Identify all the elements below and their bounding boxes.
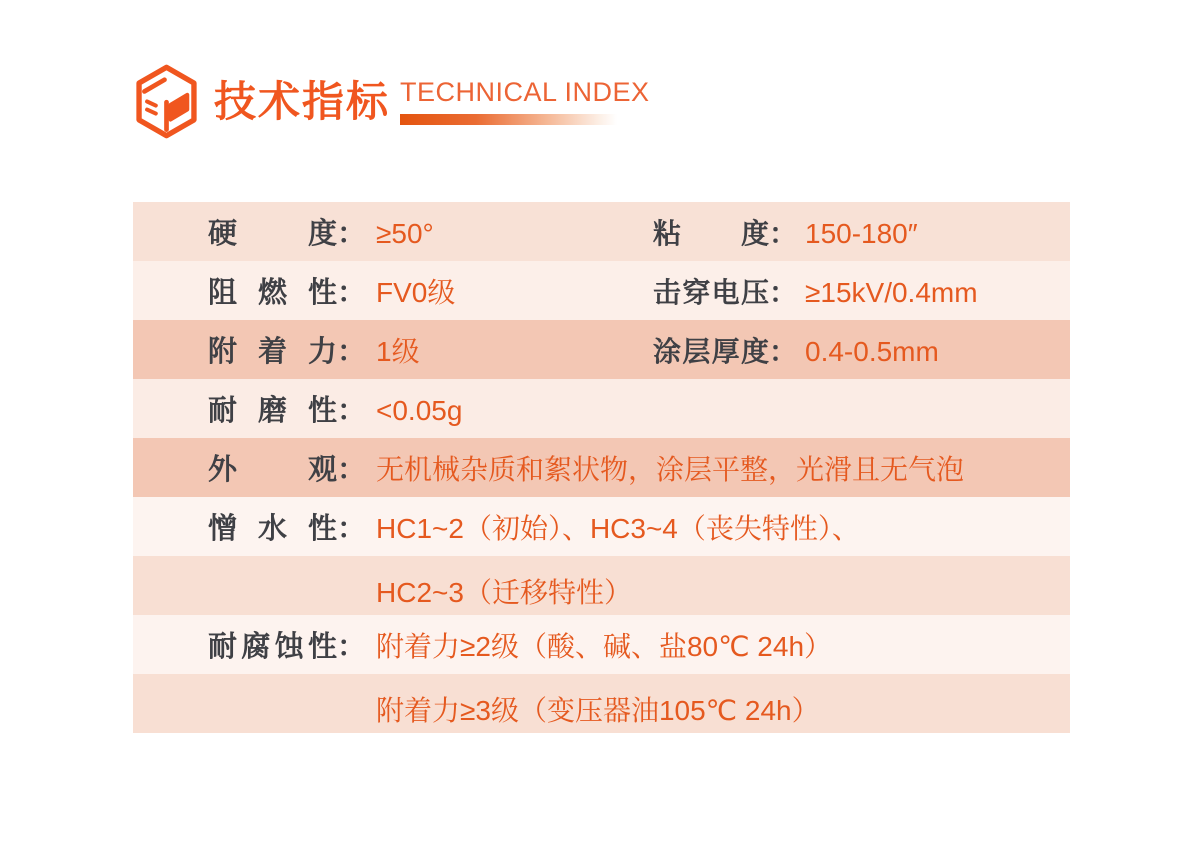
page-header	[133, 64, 650, 139]
cube-box-icon	[133, 64, 200, 139]
spec-label-colon: ：	[768, 335, 797, 367]
spec-label	[208, 506, 366, 547]
spec-label-text: 粘度	[653, 217, 769, 249]
spec-value: 无机械杂质和絮状物，涂层平整，光滑且无气泡	[376, 454, 965, 485]
table-row	[133, 556, 1070, 615]
spec-cell	[653, 271, 978, 311]
spec-label-colon: ：	[336, 395, 366, 427]
spec-cell	[208, 679, 820, 729]
page-title: 技术指标	[214, 77, 391, 125]
spec-cell	[208, 329, 653, 370]
spec-label-text: 耐磨性	[208, 395, 337, 427]
spec-label	[653, 271, 797, 311]
page-subtitle-block	[400, 78, 650, 126]
spec-label	[208, 329, 366, 370]
spec-cell	[208, 506, 860, 547]
spec-value: ≥15kV/0.4mm	[805, 276, 978, 308]
table-row	[133, 202, 1070, 261]
spec-label	[653, 212, 797, 252]
spec-label	[208, 270, 366, 311]
spec-label-colon: ：	[336, 218, 366, 250]
spec-label-colon: ：	[768, 276, 797, 308]
spec-value: <0.05g	[376, 395, 463, 426]
spec-cell	[208, 624, 832, 665]
spec-value: 150-180″	[805, 217, 918, 249]
spec-label-text: 外观	[208, 454, 337, 486]
spec-label-text: 阻燃性	[208, 277, 337, 309]
spec-label	[208, 388, 366, 429]
spec-cell	[208, 270, 653, 311]
spec-label-colon: ：	[336, 336, 366, 368]
spec-label-colon: ：	[768, 217, 797, 249]
spec-cell	[653, 330, 939, 370]
spec-label-text: 附着力	[208, 336, 337, 368]
spec-label-colon: ：	[336, 513, 366, 545]
spec-value: 附着力≥2级（酸、碱、盐80℃ 24h）	[376, 631, 833, 662]
spec-label	[208, 624, 366, 665]
spec-value: 1级	[376, 336, 420, 367]
spec-label	[653, 330, 797, 370]
spec-value: ≥50°	[376, 218, 434, 249]
spec-value: HC2~3（迁移特性）	[376, 576, 632, 608]
subtitle-underline-bar	[400, 114, 617, 125]
table-row	[133, 497, 1070, 556]
spec-value: HC1~2（初始）、HC3~4（丧失特性）、	[376, 513, 860, 544]
spec-label-colon: ：	[336, 277, 366, 309]
spec-label-text: 憎水性	[208, 513, 337, 545]
spec-label-text: 涂层厚度	[653, 335, 769, 367]
spec-cell	[208, 447, 964, 488]
spec-label	[208, 447, 366, 488]
spec-label-text: 击穿电压	[653, 276, 769, 308]
spec-value: FV0级	[376, 277, 456, 308]
spec-label-text: 耐腐蚀性	[208, 631, 337, 663]
spec-table	[133, 202, 1070, 733]
table-row	[133, 261, 1070, 320]
spec-cell	[208, 211, 653, 252]
spec-value: 0.4-0.5mm	[805, 335, 939, 367]
spec-cell	[208, 388, 462, 429]
table-row	[133, 379, 1070, 438]
spec-label-colon: ：	[336, 631, 366, 663]
table-row	[133, 615, 1070, 674]
spec-cell	[208, 561, 632, 611]
page-subtitle: TECHNICAL INDEX	[400, 76, 650, 107]
spec-label-colon: ：	[336, 454, 366, 486]
spec-value: 附着力≥3级（变压器油105℃ 24h）	[376, 694, 820, 726]
table-row	[133, 674, 1070, 733]
spec-label	[208, 211, 366, 252]
spec-label-text: 硬度	[208, 218, 337, 250]
spec-cell	[653, 212, 918, 252]
table-row	[133, 320, 1070, 379]
table-row	[133, 438, 1070, 497]
